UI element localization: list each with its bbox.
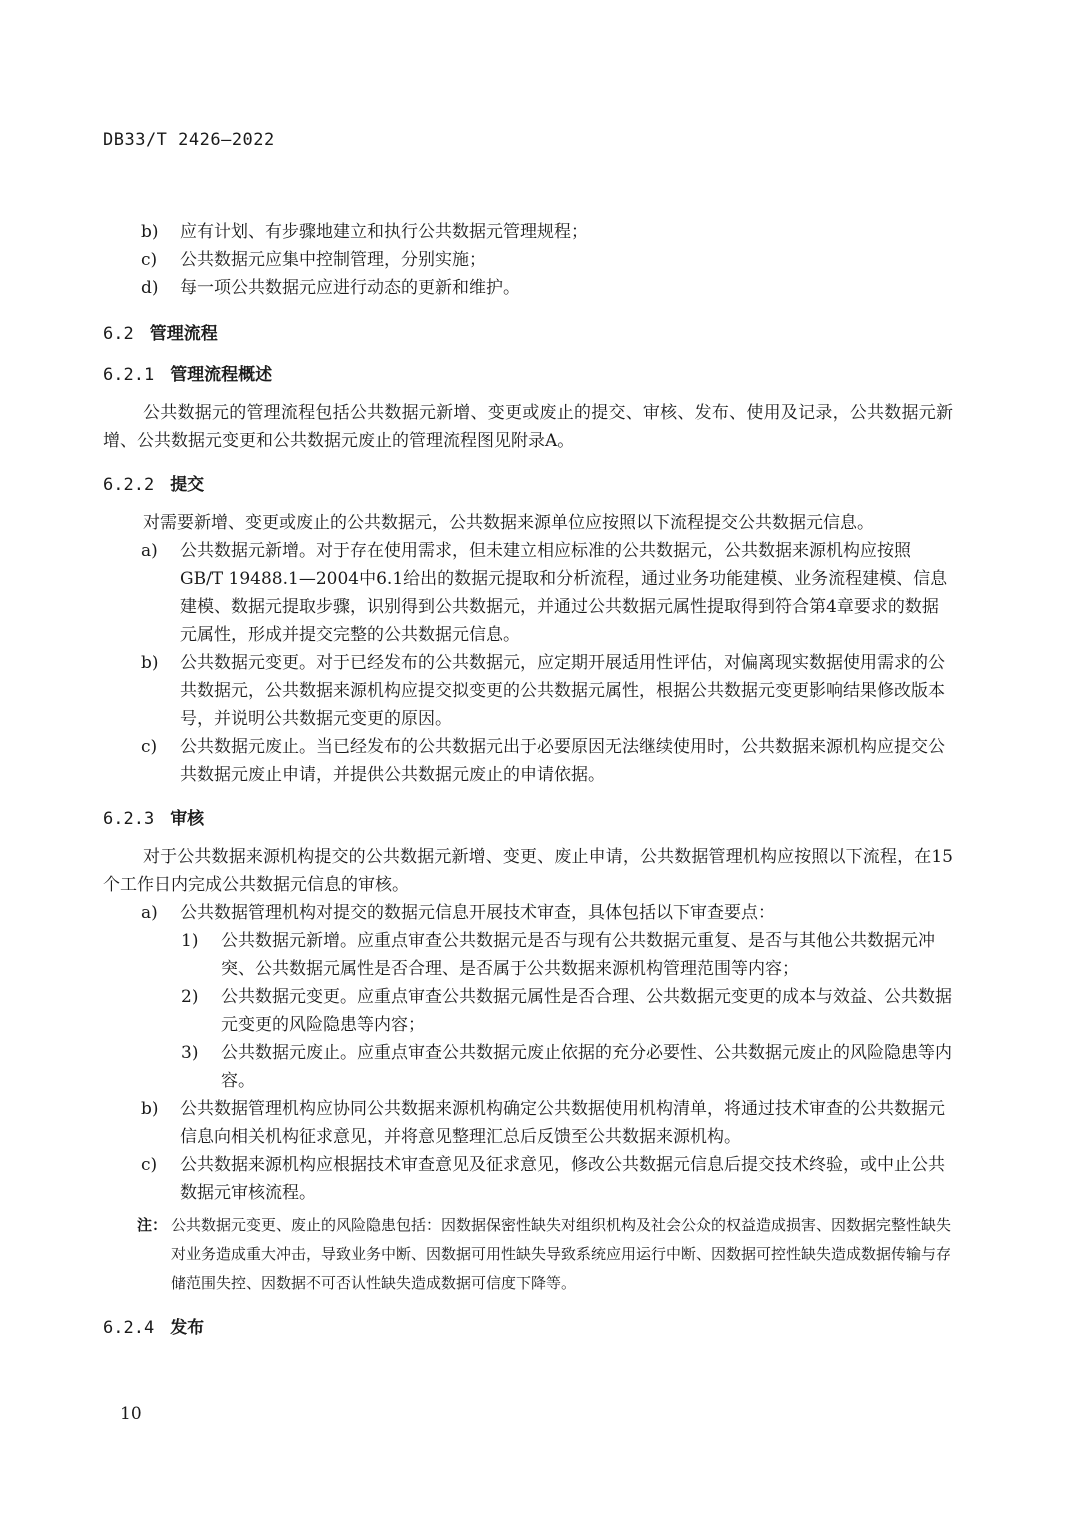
list-label: c)	[141, 737, 158, 757]
list-item	[103, 733, 953, 789]
list-text: 每一项公共数据元应进行动态的更新和维护。	[180, 278, 520, 298]
list-text: 公共数据来源机构应根据技术审查意见及征求意见，修改公共数据元信息后提交技术终验，或中止公共数据元审核流程。	[180, 1155, 945, 1203]
paragraph: 对需要新增、变更或废止的公共数据元，公共数据来源单位应按照以下流程提交公共数据元信息。	[143, 513, 874, 533]
paragraph: 对于公共数据来源机构提交的公共数据元新增、变更、废止申请，公共数据管理机构应按照以下流程，在15个工作日内完成公共数据元信息的审核。	[103, 847, 953, 895]
section-heading-6-2-4	[103, 1314, 953, 1342]
list-text: 应有计划、有步骤地建立和执行公共数据元管理规程；	[180, 222, 588, 242]
sub-list-text: 公共数据元新增。应重点审查公共数据元是否与现有公共数据元重复、是否与其他公共数据元冲突、公共数据元属性是否合理、是否属于公共数据来源机构管理范围等内容；	[221, 931, 935, 979]
list-text: 公共数据管理机构应协同公共数据来源机构确定公共数据使用机构清单，将通过技术审查的公共数据元信息向相关机构征求意见，并将意见整理汇总后反馈至公共数据来源机构。	[180, 1099, 945, 1147]
section-title: 管理流程概述	[170, 365, 273, 385]
note-text: 公共数据元变更、废止的风险隐患包括：因数据保密性缺失对组织机构及社会公众的权益造成损害、因数据完整性缺失对业务造成重大冲击，导致业务中断、因数据可用性缺失导致系统应用运行中断、因数据可控性缺失造成数据传输与存储范围失控、因数据不可否认性缺失造成数据可信度下降等。	[171, 1216, 952, 1292]
list-item	[103, 1095, 953, 1151]
section-heading-6-2	[103, 320, 953, 348]
section-heading-6-2-2	[103, 471, 953, 499]
list-item	[103, 899, 953, 927]
sub-list-text: 公共数据元变更。应重点审查公共数据元属性是否合理、公共数据元变更的成本与效益、公共数据元变更的风险隐患等内容；	[221, 987, 952, 1035]
section-number: 6.2.1	[103, 365, 155, 385]
sub-list-label: 2)	[181, 987, 199, 1007]
sub-list-item	[103, 927, 953, 983]
list-item	[103, 218, 953, 246]
list-item	[103, 1151, 953, 1207]
section-number: 6.2.4	[103, 1318, 155, 1338]
sub-list-label: 3)	[181, 1043, 199, 1063]
list-label: b)	[141, 1099, 159, 1119]
section-title: 提交	[170, 475, 205, 495]
list-text: 公共数据元应集中控制管理，分别实施；	[180, 250, 486, 270]
sub-list-item	[103, 983, 953, 1039]
list-label: a)	[141, 903, 158, 923]
list-label: b)	[141, 653, 159, 673]
section-heading-6-2-1	[103, 361, 953, 389]
section-title: 审核	[170, 809, 205, 829]
list-text: 公共数据元变更。对于已经发布的公共数据元，应定期开展适用性评估，对偏离现实数据使用需求的公共数据元，公共数据来源机构应提交拟变更的公共数据元属性，根据公共数据元变更影响结果修改版本号，并说明公共数据元变更的原因。	[180, 653, 945, 729]
paragraph: 公共数据元的管理流程包括公共数据元新增、变更或废止的提交、审核、发布、使用及记录，公共数据元新增、公共数据元变更和公共数据元废止的管理流程图见附录A。	[103, 403, 953, 451]
sub-list-label: 1)	[181, 931, 199, 951]
note-label: 注：	[137, 1216, 168, 1234]
sub-list-text: 公共数据元废止。应重点审查公共数据元废止依据的充分必要性、公共数据元废止的风险隐患等内容。	[221, 1043, 952, 1091]
list-item	[103, 246, 953, 274]
list-item	[103, 537, 953, 649]
list-text: 公共数据元废止。当已经发布的公共数据元出于必要原因无法继续使用时，公共数据来源机构应提交公共数据元废止申请，并提供公共数据元废止的申请依据。	[180, 737, 945, 785]
section-heading-6-2-3	[103, 805, 953, 833]
section-number: 6.2.2	[103, 475, 155, 495]
list-label: b)	[141, 222, 159, 242]
page-number: 10	[120, 1404, 142, 1424]
list-text: 公共数据元新增。对于存在使用需求，但未建立相应标准的公共数据元，公共数据来源机构应按照GB/T 19488.1—2004中6.1给出的数据元提取和分析流程，通过业务功能建模、业务流程建模、信息建模、数据元提取步骤，识别得到公共数据元，并通过公共数据元属性提取得到符合第4章要求的数据元属性，形成并提交完整的公共数据元信息。	[180, 541, 948, 645]
list-item	[103, 274, 953, 302]
section-number: 6.2.3	[103, 809, 155, 829]
list-label: d)	[141, 278, 159, 298]
page-content	[103, 218, 953, 1342]
section-number: 6.2	[103, 324, 134, 344]
section-title: 管理流程	[149, 324, 218, 344]
list-label: c)	[141, 1155, 158, 1175]
document-code: DB33/T 2426—2022	[103, 130, 275, 150]
sub-list-item	[103, 1039, 953, 1095]
section-title: 发布	[170, 1318, 205, 1338]
list-label: c)	[141, 250, 158, 270]
note	[103, 1211, 953, 1298]
list-label: a)	[141, 541, 158, 561]
list-text: 公共数据管理机构对提交的数据元信息开展技术审查，具体包括以下审查要点：	[180, 903, 775, 923]
list-item	[103, 649, 953, 733]
